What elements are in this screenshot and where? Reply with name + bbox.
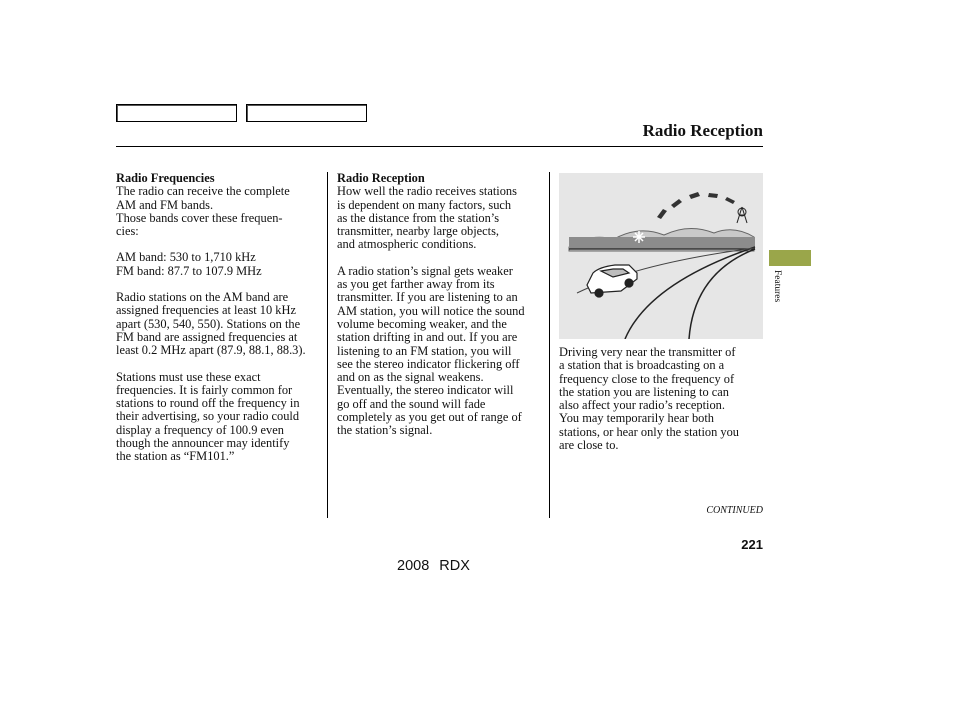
section-tab-marker xyxy=(769,250,811,266)
nav-button-1[interactable] xyxy=(116,104,237,122)
column-divider xyxy=(549,172,550,518)
paragraph: AM band: 530 to 1,710 kHz FM band: 87.7 to 107.9 MHz xyxy=(116,250,262,278)
column-divider xyxy=(327,172,328,518)
road-transmitter-illustration xyxy=(559,173,763,339)
column-interference xyxy=(559,346,769,452)
radio-reception-illustration xyxy=(559,173,763,339)
side-label-text: Features xyxy=(772,270,782,303)
page-title: Radio Reception xyxy=(642,121,763,140)
paragraph: A radio station’s signal gets weaker as you get farther away from its transmitter. If you are listening to an AM station, you will notice the sound volume becoming weaker, and the station drifting in and out. If you are listening to an FM station, you will see the stereo indicator flickering off and on as the signal weakens. Eventually, the stereo indicator will go off and the sound will fade completely as you get out of range of the station’s signal. xyxy=(337,263,525,438)
nav-button-2[interactable] xyxy=(246,104,367,122)
side-section-label xyxy=(770,270,782,316)
page-number: 221 xyxy=(741,537,763,552)
section-heading: Radio Reception xyxy=(337,171,425,185)
column-radio-frequencies xyxy=(116,172,324,464)
signal-wave xyxy=(657,192,735,219)
paragraph: How well the radio receives stations is dependent on many factors, such as the distance from the station’s transmitter, nearby large objects, and atmospheric conditions. xyxy=(337,184,517,252)
model-footer: 2008 RDX xyxy=(397,558,470,574)
section-heading: Radio Frequencies xyxy=(116,171,215,185)
transmitter-tower xyxy=(737,207,747,223)
paragraph: Radio stations on the AM band are assigned frequencies at least 10 kHz apart (530, 540, 550). Stations on the FM band are assigned frequencies at least 0.2 MHz apart (87.9, 88.1, 88.3). xyxy=(116,290,306,358)
column-radio-reception xyxy=(337,172,545,438)
header-rule xyxy=(116,146,763,147)
paragraph: Stations must use these exact frequencies. It is fairly common for stations to round off the frequency in their advertising, so your radio could display a frequency of 100.9 even though the announcer may identify the station as “FM101.” xyxy=(116,369,300,464)
paragraph: Driving very near the transmitter of a station that is broadcasting on a frequency close to the frequency of the station you are listening to can also affect your radio’s reception. You may temporarily hear both stations, or hear only the station you are close to. xyxy=(559,345,739,453)
paragraph: The radio can receive the complete AM and FM bands. Those bands cover these frequen- cies: xyxy=(116,184,290,239)
car-icon xyxy=(587,265,637,297)
continued-label: CONTINUED xyxy=(706,505,763,516)
